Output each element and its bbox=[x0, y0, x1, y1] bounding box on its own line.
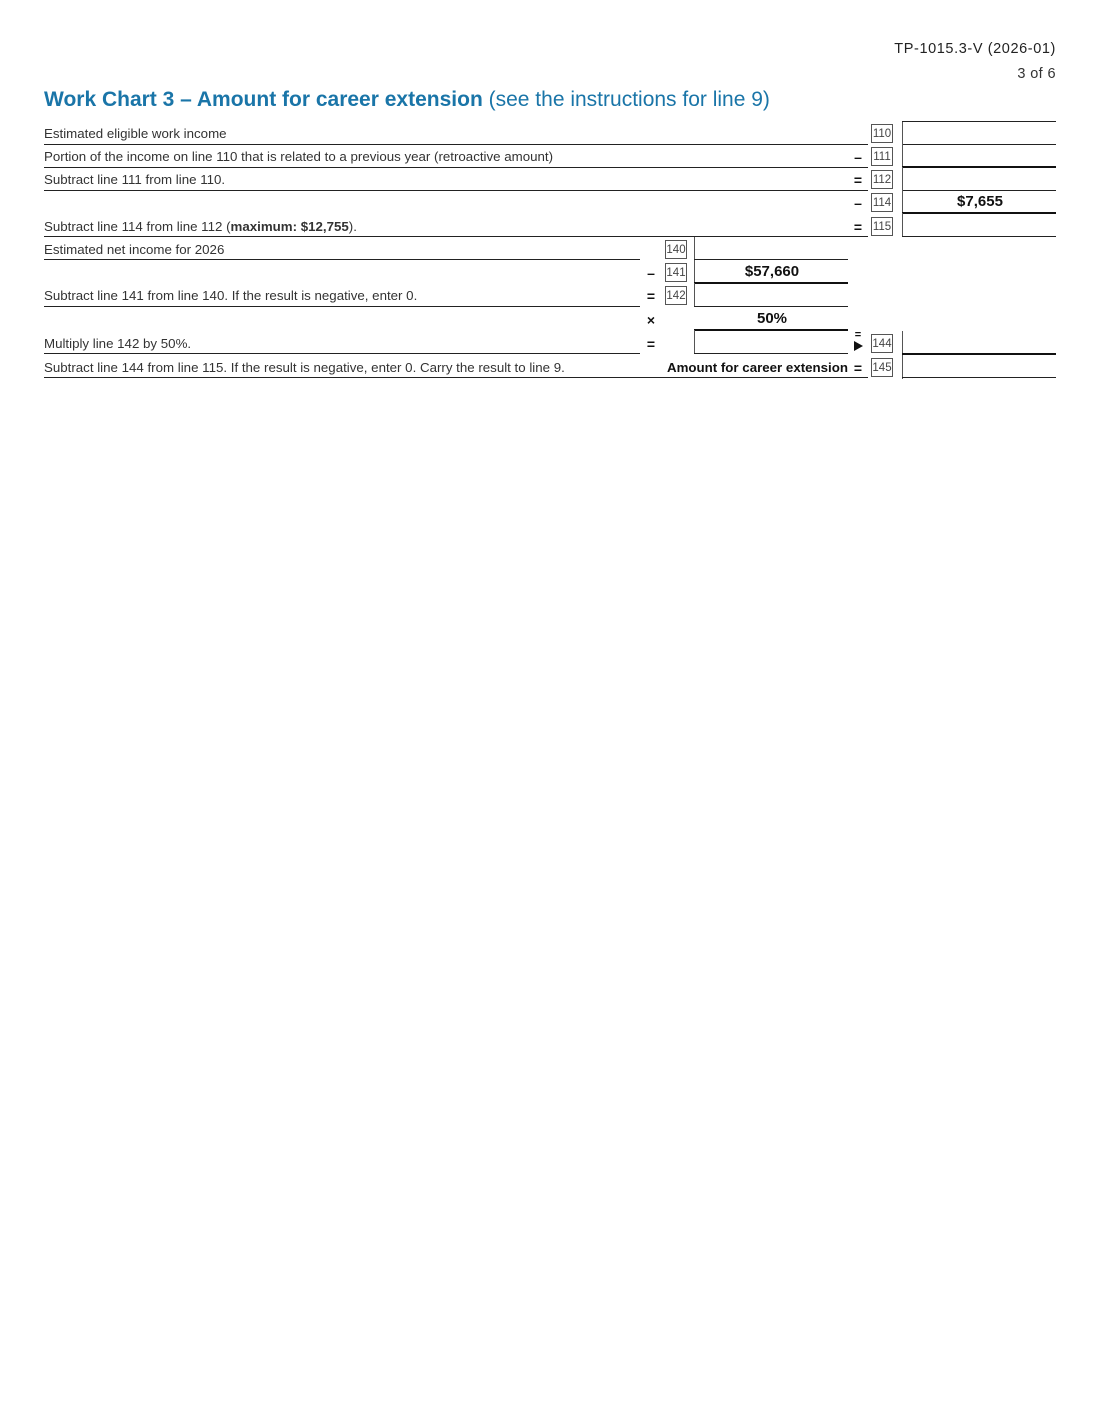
line-144-number: 144 bbox=[871, 334, 893, 353]
line-111-field-border bbox=[902, 144, 903, 168]
line-115-rule bbox=[44, 236, 868, 237]
line-110-field-border bbox=[902, 121, 903, 145]
line-142-operator: = bbox=[646, 288, 656, 304]
line-115-field-border bbox=[902, 213, 903, 237]
line-142-field-border bbox=[694, 283, 695, 307]
line-145-label-rule bbox=[640, 377, 868, 378]
line-142-field[interactable] bbox=[694, 306, 848, 307]
line-112-description: Subtract line 111 from line 110. bbox=[44, 172, 226, 187]
line-141-number: 141 bbox=[665, 263, 687, 282]
line-145-field[interactable] bbox=[902, 377, 1056, 378]
line-142-rule bbox=[44, 306, 640, 307]
line-140-description: Estimated net income for 2026 bbox=[44, 242, 225, 257]
line-144-mid-field-border bbox=[694, 330, 695, 354]
line-144-operator-right: = bbox=[854, 329, 862, 341]
line-144-mid-field[interactable] bbox=[694, 353, 848, 354]
line-144-field-border bbox=[902, 331, 903, 355]
line-114-number: 114 bbox=[871, 193, 893, 212]
line-140-field[interactable] bbox=[694, 259, 848, 260]
line-112-operator: = bbox=[853, 172, 863, 188]
line-140-number: 140 bbox=[665, 240, 687, 259]
line-110-field-top bbox=[902, 121, 1056, 122]
title-main: Work Chart 3 – Amount for career extension bbox=[44, 88, 483, 111]
line-142-description: Subtract line 141 from line 140. If the result is negative, enter 0. bbox=[44, 288, 418, 303]
line-141-field-border bbox=[694, 260, 695, 284]
line-111-description: Portion of the income on line 110 that is related to a previous year (retroactive amount) bbox=[44, 149, 554, 164]
title-sub: (see the instructions for line 9) bbox=[488, 88, 770, 111]
line-115-description bbox=[44, 219, 357, 235]
line-145-operator: = bbox=[853, 360, 863, 376]
line-143-value: 50% bbox=[756, 310, 788, 327]
line-112-rule bbox=[44, 190, 868, 191]
line-145-number: 145 bbox=[871, 358, 893, 377]
line-145-field-border bbox=[902, 355, 903, 379]
line-143-operator: × bbox=[646, 312, 656, 328]
line-142-number: 142 bbox=[665, 286, 687, 305]
line-115-maximum: maximum: $12,755 bbox=[230, 219, 349, 234]
line-115-number: 115 bbox=[871, 217, 893, 236]
line-114-operator: – bbox=[854, 195, 862, 211]
line-115-operator: = bbox=[853, 219, 863, 235]
line-144-operator-left: = bbox=[646, 336, 656, 352]
line-141-operator: – bbox=[647, 265, 655, 281]
line-141-field bbox=[694, 282, 848, 284]
line-114-value: $7,655 bbox=[957, 193, 1003, 210]
line-144-description: Multiply line 142 by 50%. bbox=[44, 336, 192, 351]
line-111-number: 111 bbox=[871, 147, 893, 166]
line-110-number: 110 bbox=[871, 124, 893, 143]
line-110-rule bbox=[44, 144, 868, 145]
line-141-value: $57,660 bbox=[744, 263, 800, 280]
line-110-field[interactable] bbox=[902, 144, 1056, 145]
line-110-description: Estimated eligible work income bbox=[44, 126, 227, 141]
line-112-field-border bbox=[902, 167, 903, 191]
page-title bbox=[44, 88, 770, 112]
line-111-rule bbox=[44, 167, 868, 168]
line-145-description: Subtract line 144 from line 115. If the result is negative, enter 0. Carry the result to line 9. bbox=[44, 360, 565, 375]
line-115-description-text: Subtract line 114 from line 112 ( bbox=[44, 219, 231, 234]
amount-for-career-extension-label: Amount for career extension bbox=[666, 360, 848, 375]
right-arrow-icon bbox=[854, 341, 863, 351]
line-114-field bbox=[902, 212, 1056, 214]
line-112-number: 112 bbox=[871, 170, 893, 189]
line-114-field-border bbox=[902, 190, 903, 214]
form-code: TP-1015.3-V (2026-01) bbox=[894, 41, 1056, 57]
line-111-operator: – bbox=[854, 149, 862, 165]
page-number: 3 of 6 bbox=[1017, 66, 1056, 82]
line-115-field[interactable] bbox=[902, 236, 1056, 237]
line-145-rule bbox=[44, 377, 640, 378]
line-111-field[interactable] bbox=[902, 166, 1056, 168]
line-144-rule bbox=[44, 353, 640, 354]
line-140-field-border bbox=[694, 237, 695, 261]
line-115-description-end: ). bbox=[348, 219, 357, 234]
line-144-field[interactable] bbox=[902, 353, 1056, 355]
line-143-rule bbox=[694, 329, 848, 331]
line-112-field[interactable] bbox=[902, 190, 1056, 191]
line-140-rule bbox=[44, 259, 640, 260]
